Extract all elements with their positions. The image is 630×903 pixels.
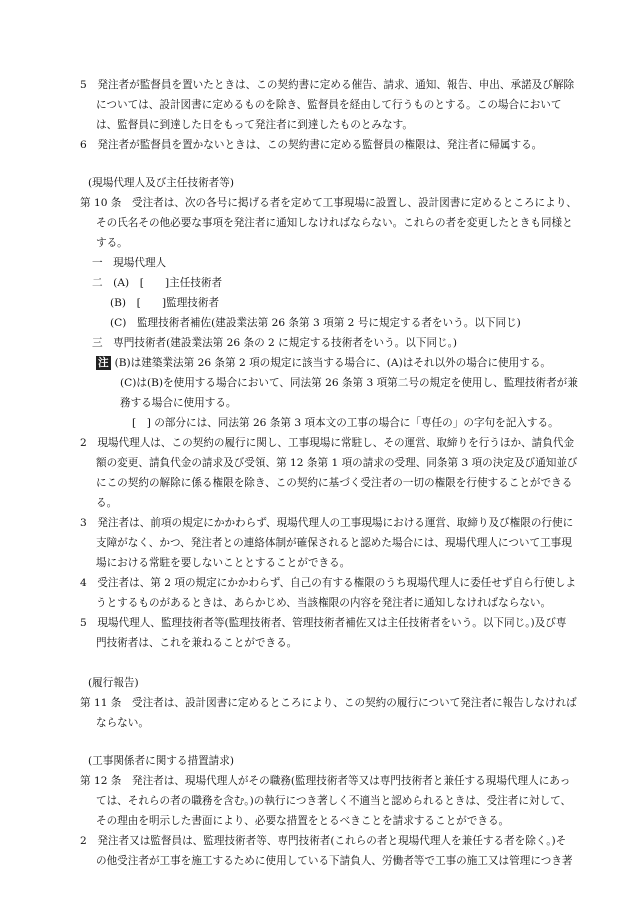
text-line: する。	[96, 237, 128, 249]
note-line	[96, 354, 551, 374]
article-line: 第 10 条 受注者は、次の各号に掲げる者を定めて工事現場に設置し、設計図書に定めるところにより、	[80, 197, 577, 209]
text-line: 4 受注者は、第 2 項の規定にかかわらず、自己の有する権限のうち現場代理人に委任せず自ら行使しよ	[80, 577, 577, 589]
text-line: ては、それらの者の職務を含む。)の執行につき著しく不適当と認められるときは、受注者に対して、	[96, 795, 572, 807]
list-item: 一 現場代理人	[92, 257, 167, 269]
text-line: 5 発注者が監督員を置いたときは、この契約書に定める催告、請求、通知、報告、申出、承諾及び解除	[80, 79, 575, 91]
list-item: 三 専門技術者(建設業法第 26 条の 2 に規定する技術者をいう。以下同じ。)	[92, 337, 458, 349]
text-line: 場における常駐を要しないこととすることができる。	[96, 557, 351, 569]
text-line: うとするものがあるときは、あらかじめ、当該権限の内容を発注者に通知しなければならない。	[96, 597, 552, 609]
text-line: その氏名その他必要な事項を発注者に通知しなければならない。これらの者を変更したときも同様と	[96, 217, 573, 229]
article-line: 第 11 条 受注者は、設計図書に定めるところにより、この契約の履行について発注者に報告しなければ	[80, 697, 577, 709]
section-heading: (現場代理人及び主任技術者等)	[88, 177, 234, 189]
note-text: (B)は建築業法第 26 条第 2 項の規定に該当する場合に、(A)はそれ以外の場合に使用する。	[114, 357, 552, 369]
text-line: る。	[96, 497, 118, 509]
text-line: 支障がなく、かつ、発注者との連絡体制が確保されると認めた場合には、現場代理人について工事現	[96, 537, 572, 549]
text-line: 2 発注者又は監督員は、監理技術者等、専門技術者(これらの者と現場代理人を兼任する者を除く。)そ	[80, 835, 567, 847]
text-line: 2 現場代理人は、この契約の履行に関し、工事現場に常駐し、その運営、取締りを行うほか、請負代金	[80, 437, 575, 449]
text-line: は、監督員に到達した日をもって発注者に到達したものとみなす。	[96, 119, 413, 131]
article-line: 第 12 条 発注者は、現場代理人がその職務(監理技術者等又は専門技術者と兼任する現場代理人にあっ	[80, 775, 571, 787]
text-line: にこの契約の解除に係る権限を除き、この契約に基づく受注者の一切の権限を行使することができる	[96, 477, 573, 489]
list-item: 二 (A) [ ]主任技術者	[92, 277, 223, 289]
text-line: 額の変更、請負代金の請求及び受領、第 12 条第 1 項の請求の受理、同条第 3 項の決定及び通知並び	[96, 457, 578, 469]
text-line: については、設計図書に定めるものを除き、監督員を経由して行うものとする。この場合において	[96, 99, 562, 111]
text-line: 5 現場代理人、監理技術者等(監理技術者、管理技術者補佐又は主任技術者をいう。以下同じ。)及び専	[80, 617, 567, 629]
text-line: その理由を明示した書面により、必要な措置をとるべきことを請求することができる。	[96, 815, 510, 827]
text-line: の他受注者が工事を施工するために使用している下請負人、労働者等で工事の施工又は管理につき著	[96, 855, 573, 867]
text-line: 6 発注者が監督員を置かないときは、この契約書に定める監督員の権限は、発注者に帰属する。	[80, 139, 543, 151]
section-heading: (履行報告)	[88, 677, 139, 689]
note-line: (C)は(B)を使用する場合において、同法第 26 条第 3 項第二号の規定を使用し、監理技術者が兼	[120, 377, 578, 389]
list-item: (B) [ ]監理技術者	[110, 297, 220, 309]
section-heading: (工事関係者に関する措置請求)	[88, 755, 234, 767]
text-line: ならない。	[96, 717, 149, 729]
note-line: [ ] の部分には、同法第 26 条第 3 項本文の工事の場合に「専任の」の字句を記入する。	[132, 417, 559, 429]
note-mark: 注	[98, 357, 109, 369]
list-item: (C) 監理技術者補佐(建設業法第 26 条第 3 項第 2 号に規定する者をいう。以下同じ)	[110, 317, 521, 329]
note-line: 務する場合に使用する。	[120, 397, 237, 409]
text-line: 3 発注者は、前項の規定にかかわらず、現場代理人の工事現場における運営、取締り及び権限の行使に	[80, 517, 574, 529]
text-line: 門技術者は、これを兼ねることができる。	[96, 637, 298, 649]
